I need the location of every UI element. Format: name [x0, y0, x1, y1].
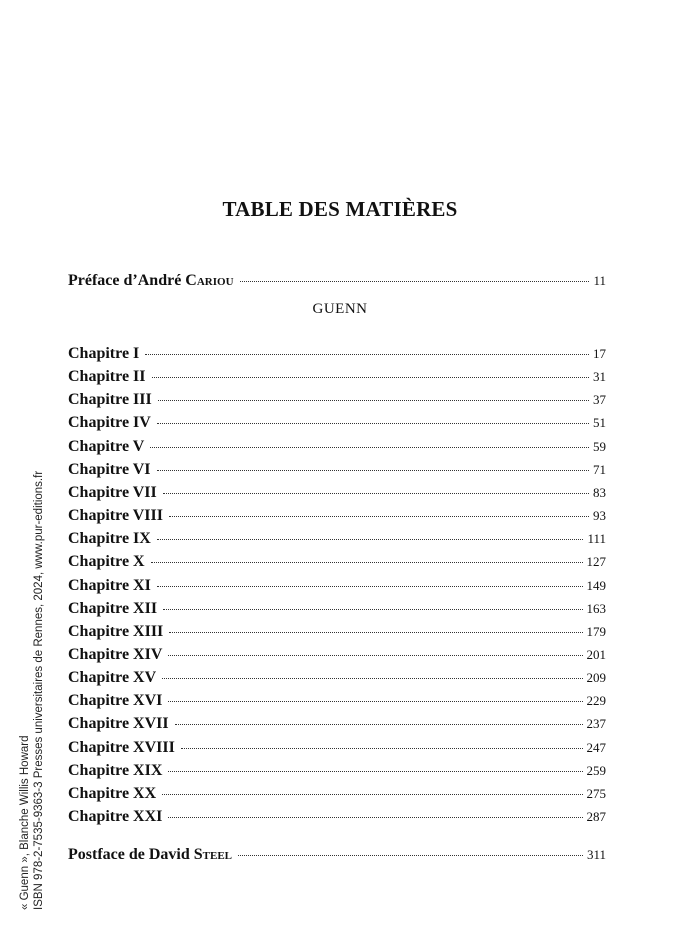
toc-page-number: 275: [586, 785, 606, 801]
toc-label: Chapitre XV: [68, 669, 157, 687]
toc-leader: [168, 701, 582, 702]
toc-page-number: 287: [586, 809, 606, 824]
toc-page-number: 247: [586, 739, 606, 755]
toc-label: Chapitre II: [68, 368, 146, 386]
toc-page-number: 229: [586, 693, 606, 709]
toc-entry-chapter[interactable]: [68, 715, 606, 733]
toc-label: Chapitre XVII: [68, 715, 169, 733]
toc-entry-chapter[interactable]: [68, 808, 606, 826]
toc-page-number: 59: [593, 438, 606, 454]
toc-leader: [168, 771, 582, 772]
toc-page-number: 17: [593, 346, 606, 361]
toc-entry-chapter[interactable]: [68, 692, 606, 710]
toc-entry-chapter[interactable]: [68, 438, 606, 456]
toc-leader: [238, 855, 583, 856]
toc-entry-chapter[interactable]: [68, 553, 606, 571]
toc-leader: [240, 281, 590, 282]
toc-entry-chapter[interactable]: [68, 600, 606, 618]
toc-entry-chapter[interactable]: [68, 577, 606, 595]
postface-prefix: Postface de David: [68, 846, 194, 863]
toc-page-postface: 311: [586, 847, 606, 862]
toc-entry-chapter[interactable]: [68, 669, 606, 687]
toc-leader: [158, 400, 589, 401]
toc-label: Chapitre XIV: [68, 645, 163, 663]
toc-page-number: 37: [593, 392, 606, 408]
toc-page-number: 209: [586, 670, 606, 686]
toc-page-number: 83: [593, 484, 606, 500]
toc-leader: [162, 678, 582, 679]
toc-leader: [163, 609, 582, 610]
toc-entry-chapter[interactable]: [68, 507, 606, 525]
side-credit-line-1: « Guenn », Blanche Willis Howard: [19, 735, 31, 910]
toc-label: Chapitre VI: [68, 460, 151, 478]
toc-leader: [157, 539, 584, 540]
toc-leader: [181, 748, 583, 749]
toc-page-number: 127: [586, 554, 606, 570]
section-heading: GUENN: [312, 301, 368, 317]
toc-page-number: 163: [586, 600, 606, 616]
toc-leader: [157, 470, 589, 471]
toc-entry-chapter[interactable]: [68, 762, 606, 780]
toc-page-number: 111: [587, 531, 606, 547]
toc-leader: [169, 516, 589, 517]
toc-page-number: 201: [586, 646, 606, 662]
toc-label: Chapitre VIII: [68, 507, 163, 525]
toc-entry-chapter[interactable]: [68, 530, 606, 548]
toc-label-postface: [68, 846, 232, 864]
toc-label: Chapitre X: [68, 553, 145, 571]
toc-leader: [157, 423, 589, 424]
toc-label: Chapitre XII: [68, 599, 158, 617]
toc-page-number: 51: [593, 415, 606, 431]
toc-entry-preface[interactable]: [68, 272, 606, 290]
toc-leader: [152, 377, 590, 378]
toc-entry-chapter[interactable]: [68, 391, 606, 409]
toc-leader: [175, 724, 583, 725]
toc-page-number: 179: [586, 623, 606, 639]
toc-label: Chapitre III: [68, 391, 152, 409]
toc-label: Chapitre XXI: [68, 808, 163, 825]
toc-page-number: 31: [593, 369, 606, 385]
toc-entry-chapter[interactable]: [68, 785, 606, 803]
toc-entry-chapter[interactable]: [68, 623, 606, 641]
toc-leader: [151, 562, 583, 563]
toc-label: Chapitre I: [68, 345, 140, 362]
postface-author: Steel: [193, 846, 233, 863]
toc-leader: [163, 493, 589, 494]
toc-label: Chapitre XI: [68, 576, 151, 594]
toc-leader: [168, 655, 582, 656]
side-credit-text: [18, 471, 46, 910]
toc-label: Chapitre VII: [68, 483, 157, 501]
preface-author: Cariou: [185, 272, 234, 289]
toc-page-number: 93: [593, 508, 606, 524]
toc-label-preface: [68, 272, 234, 290]
toc-entry-chapter[interactable]: [68, 414, 606, 432]
toc-page-number: 237: [586, 716, 606, 732]
toc-label: Chapitre XVI: [68, 692, 163, 710]
toc-entry-chapter[interactable]: [68, 345, 606, 363]
side-credit: [18, 455, 58, 915]
toc-leader: [150, 447, 589, 448]
preface-prefix: Préface d’André: [68, 272, 186, 289]
toc-label: Chapitre IX: [68, 530, 151, 548]
toc-page-number: 71: [593, 461, 606, 477]
toc-label: Chapitre XIX: [68, 761, 163, 779]
toc-entry-chapter[interactable]: [68, 368, 606, 386]
toc-label: Chapitre XX: [68, 784, 157, 802]
toc-label: Chapitre V: [68, 437, 145, 455]
toc-leader: [157, 586, 583, 587]
toc-leader: [162, 794, 582, 795]
toc-entry-chapter[interactable]: [68, 484, 606, 502]
toc-label: Chapitre IV: [68, 414, 151, 432]
toc-entry-chapter[interactable]: [68, 646, 606, 664]
toc-leader: [145, 354, 589, 355]
toc-entry-chapter[interactable]: [68, 739, 606, 757]
toc-label: Chapitre XVIII: [68, 738, 175, 756]
side-credit-line-2: ISBN 978-2-7535-9363-3 Presses universitaires de Rennes, 2024, www.pur-editions.fr: [33, 470, 45, 910]
toc-leader: [168, 817, 582, 818]
toc-entry-postface[interactable]: [68, 846, 606, 864]
page-title: TABLE DES MATIÈRES: [222, 197, 458, 221]
toc-entry-chapter[interactable]: [68, 461, 606, 479]
toc-label: Chapitre XIII: [68, 622, 164, 640]
toc-page-preface: 11: [593, 273, 606, 288]
toc-page-number: 259: [586, 762, 606, 778]
toc-leader: [169, 632, 582, 633]
toc-page-number: 149: [586, 577, 606, 593]
